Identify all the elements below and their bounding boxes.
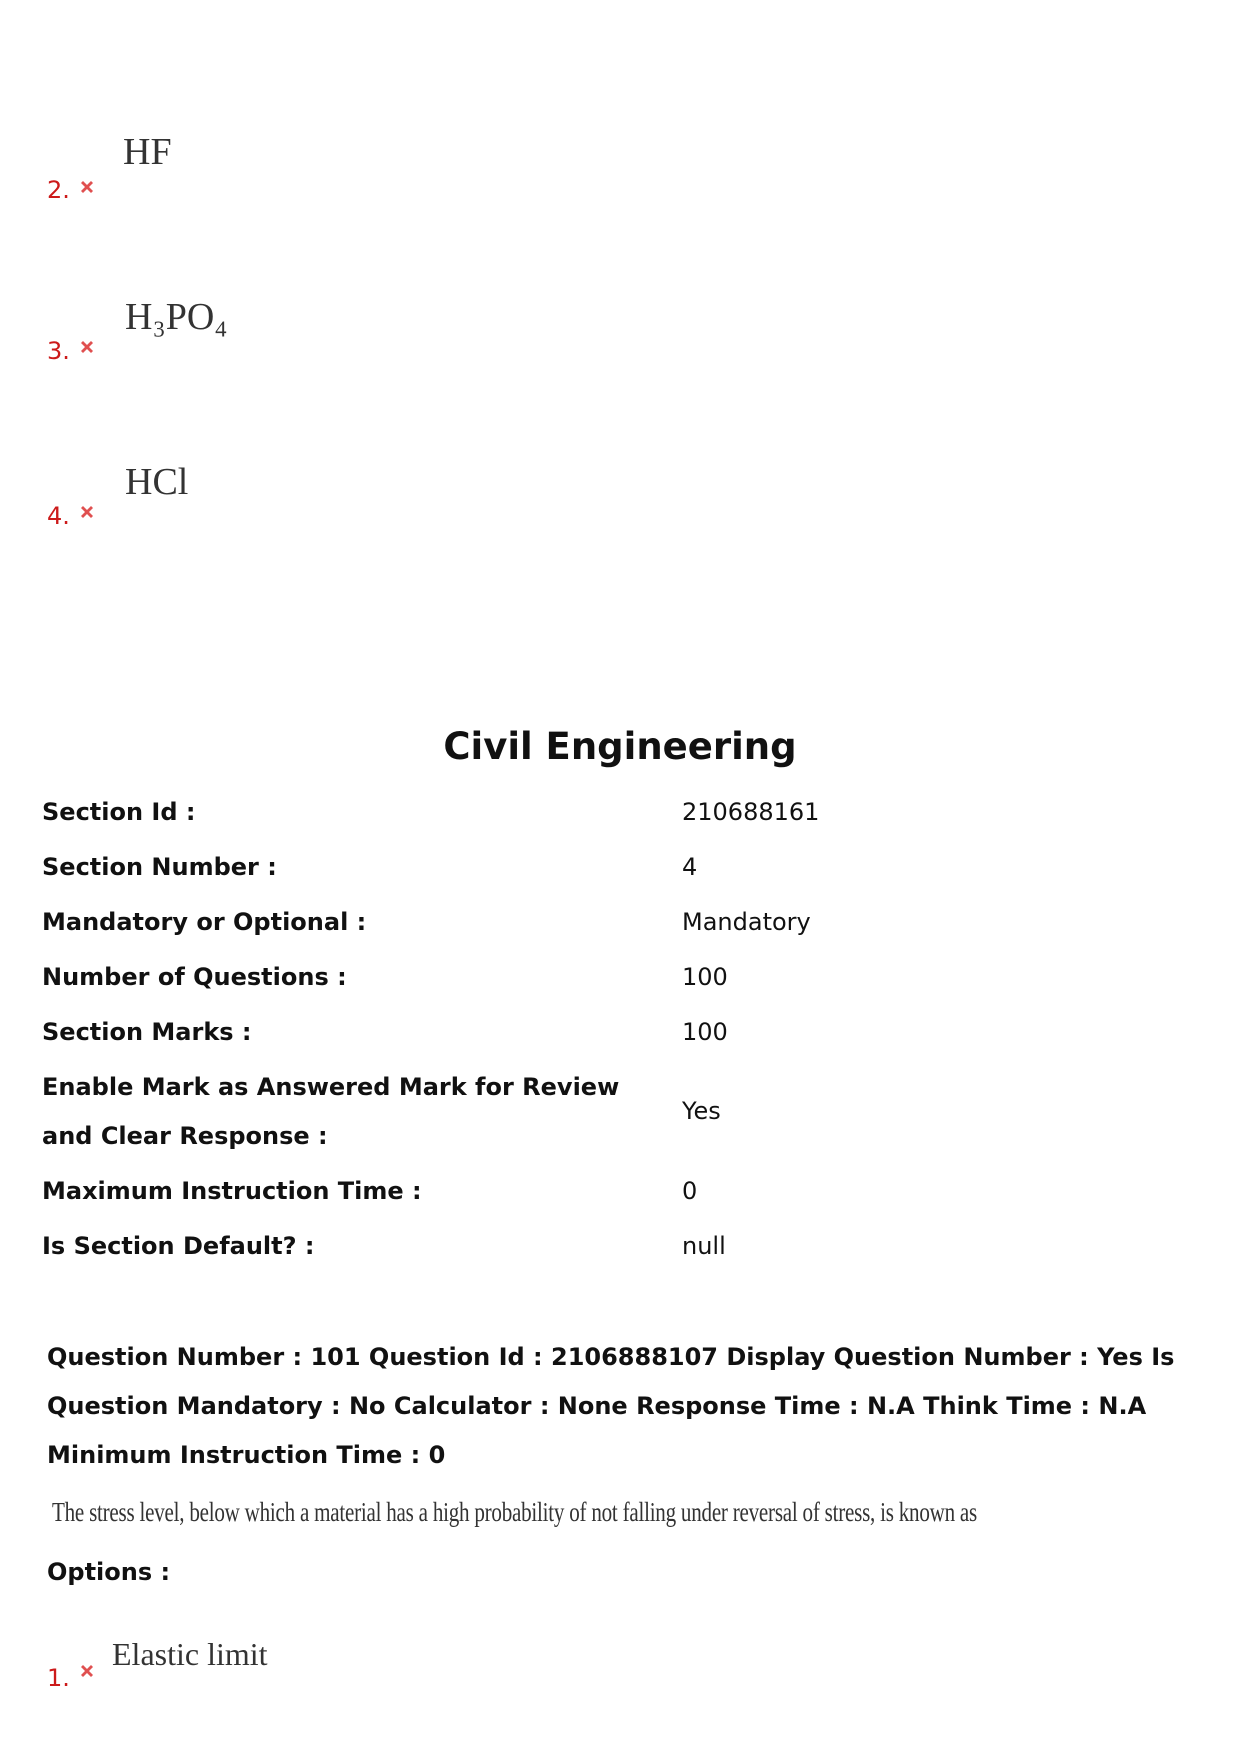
info-value: Yes xyxy=(682,1097,721,1125)
option-number: 1. xyxy=(47,1664,70,1692)
info-label: Section Number : xyxy=(42,853,277,881)
info-value: 100 xyxy=(682,963,728,991)
info-label: Is Section Default? : xyxy=(42,1232,315,1260)
info-value: 0 xyxy=(682,1177,698,1205)
info-label: Section Marks : xyxy=(42,1018,252,1046)
cross-icon xyxy=(78,178,96,196)
info-label: Number of Questions : xyxy=(42,963,347,991)
info-value: null xyxy=(682,1232,726,1260)
info-label: Section Id : xyxy=(42,798,196,826)
question-text: The stress level, below which a material has a high probability of not falling under reversal of stress, is known as xyxy=(52,1497,977,1527)
info-value: 4 xyxy=(682,853,698,881)
question-header: Question Number : 101 Question Id : 2106888107 Display Question Number : Yes Is Question Mandatory : No Calculator : None Response Time : N.A Think Time : N.A Minimum Instruction Time : 0 xyxy=(47,1343,1175,1469)
option-number: 4. xyxy=(47,502,70,530)
option-text: HF xyxy=(123,131,172,173)
option-text: HCl xyxy=(125,461,189,503)
option-number: 3. xyxy=(47,337,70,365)
cross-icon xyxy=(78,1662,96,1680)
option-number: 2. xyxy=(47,176,70,204)
info-label: Maximum Instruction Time : xyxy=(42,1177,422,1205)
cross-icon xyxy=(78,503,96,521)
info-value: 100 xyxy=(682,1018,728,1046)
info-label: Mandatory or Optional : xyxy=(42,908,367,936)
info-value: Mandatory xyxy=(682,908,811,936)
option-text: H₃PO₄ xyxy=(125,296,228,338)
section-title: Civil Engineering xyxy=(443,725,797,768)
options-label: Options : xyxy=(47,1558,171,1586)
info-label: Enable Mark as Answered Mark for Review and Clear Response : xyxy=(42,1073,620,1150)
cross-icon xyxy=(78,338,96,356)
option-text: Elastic limit xyxy=(112,1636,268,1672)
info-value: 210688161 xyxy=(682,798,820,826)
